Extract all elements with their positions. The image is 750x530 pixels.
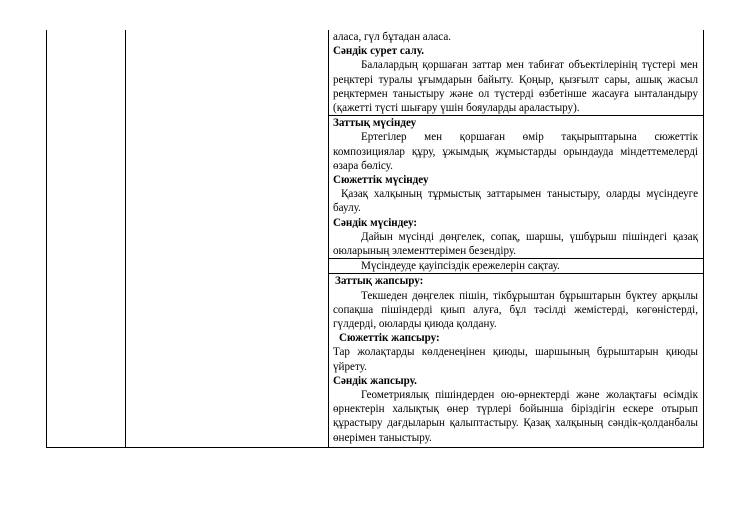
section-heading: Заттық жапсыру: — [335, 275, 424, 288]
table-section — [333, 30, 698, 115]
table-section — [328, 273, 703, 444]
section-heading: Сюжеттік мүсіндеу — [333, 174, 429, 187]
section-heading: Сәндік сурет салу. — [333, 45, 424, 58]
section-heading: Сюжеттік жапсыру: — [339, 332, 440, 345]
paragraph: Мүсіндеуде қауіпсіздік ережелерін сақтау. — [361, 260, 560, 273]
paragraph: Қазақ халқының тұрмыстық заттарымен таныстыру, оларды мүсіндеуге баулу. — [333, 188, 698, 215]
section-heading: Заттық мүсіндеу — [333, 117, 417, 130]
column-divider-1 — [125, 30, 126, 447]
paragraph: Текшеден дөңгелек пішін, тікбұрыштан бұрыштарын бүктеу арқылы сопақша пішіндерді қиып алуға, бұл тәсілді жемістерді, көгөністерді, гүлдерді, оюларды қиюда қолдану. — [333, 289, 698, 331]
paragraph: Ертегілер мен қоршаған өмір тақырыптарына сюжеттік композициялар құру, ұжымдық жұмыстарды орындауда міндеттемелерді өзара бөлісу. — [333, 131, 698, 172]
paragraph: Геометриялық пішіндерден ою-өрнектерді және жолақтағы өсімдік өрнектерін халықтық өнер түрлері бойынша біріздігін ескере отырып құрастыру дағдыларын қалыптастыру. Қазақ халқының сәндік-қолданбалы өнерімен таныстыру. — [333, 389, 698, 444]
section-heading: Сәндік мүсіндеу: — [333, 216, 418, 229]
content-column — [333, 30, 698, 447]
paragraph: аласа, гүл бұтадан аласа. — [333, 31, 452, 43]
table-section — [328, 115, 703, 258]
table-section — [328, 258, 703, 273]
section-heading: Сәндік жапсыру. — [333, 374, 417, 387]
paragraph: Балалардың қоршаған заттар мен табиғат объектілерінің түстері мен реңктері туралы ұғымдарын байыту. Қоңыр, қызғылт сары, ашық жасыл реңктермен таныстыру және ол түстерді өзбетінше жасауға ынталандыру (қажетті түсті шығару үшін бояуларды араластыру). — [333, 59, 698, 115]
paragraph: Тар жолақтарды көлденеңінен қиюды, шаршының бұрыштарын қиюды үйрету. — [333, 346, 698, 373]
paragraph: Дайын мүсінді дөңгелек, сопақ, шаршы, үшбұрыш пішіндегі қазақ оюларының элементтерімен безендіру. — [333, 230, 698, 258]
curriculum-table — [46, 30, 704, 448]
